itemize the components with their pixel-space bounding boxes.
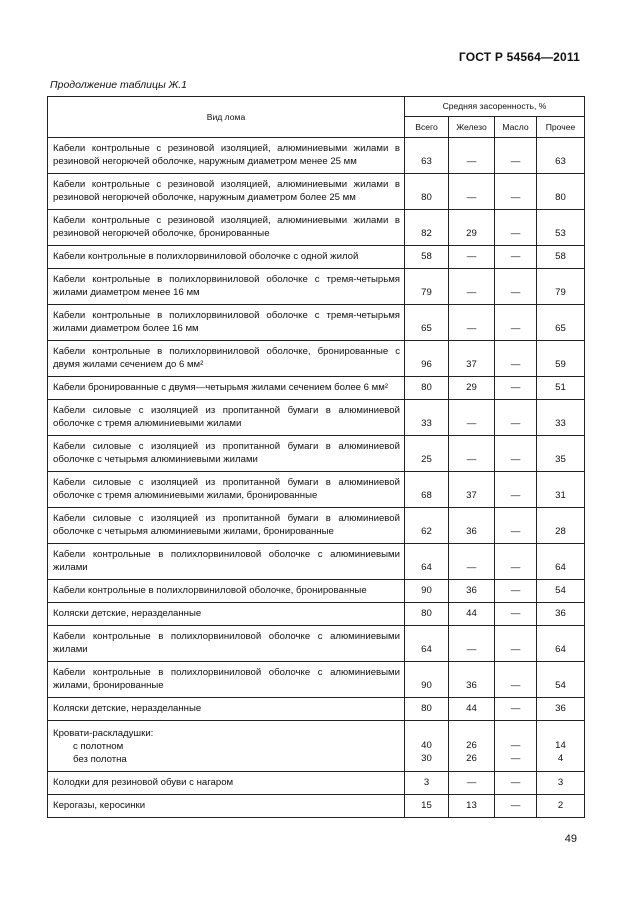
value-oil: — <box>495 377 537 400</box>
value-other: 51 <box>537 377 585 400</box>
table-row <box>48 508 585 544</box>
value-other: 2 <box>537 795 585 818</box>
scrap-type-cell: Кабели контрольные в полихлорвиниловой оболочке, бронированные <box>48 580 405 603</box>
table-row <box>48 698 585 721</box>
value-other: 14 <box>555 740 566 751</box>
value-other: 33 <box>537 400 585 436</box>
value-total: 30 <box>421 753 432 764</box>
scrap-type-cell: Колодки для резиновой обуви с нагаром <box>48 772 405 795</box>
value-total: 63 <box>405 138 449 174</box>
value-iron: — <box>449 246 495 269</box>
value-total: 82 <box>405 210 449 246</box>
value-iron: — <box>449 626 495 662</box>
table-row <box>48 341 585 377</box>
document-standard-header: ГОСТ Р 54564—2011 <box>458 50 580 64</box>
value-total: 80 <box>405 698 449 721</box>
value-total: 64 <box>405 626 449 662</box>
value-oil: — <box>495 305 537 341</box>
page-number: 49 <box>564 833 577 845</box>
value-other: 35 <box>537 436 585 472</box>
value-iron: — <box>449 772 495 795</box>
value-oil: — <box>495 341 537 377</box>
value-other: 54 <box>537 662 585 698</box>
value-total: 25 <box>405 436 449 472</box>
value-oil: — <box>495 795 537 818</box>
table-row <box>48 626 585 662</box>
table-row <box>48 246 585 269</box>
value-total: 65 <box>405 305 449 341</box>
table-row <box>48 662 585 698</box>
value-iron: — <box>449 305 495 341</box>
scrap-type-cell: Кабели силовые с изоляцией из пропитанной бумаги в алюминиевой оболочке с тремя алюминиевыми жилами <box>48 400 405 436</box>
value-other: 59 <box>537 341 585 377</box>
table-row <box>48 305 585 341</box>
table-row <box>48 174 585 210</box>
value-oil: — <box>495 436 537 472</box>
table-row <box>48 210 585 246</box>
value-other: 63 <box>537 138 585 174</box>
scrap-type-cell: Кабели контрольные с резиновой изоляцией, алюминиевыми жилами в резиновой негорючей оболочке, бронированные <box>48 210 405 246</box>
scrap-type-cell: Кабели контрольные в полихлорвиниловой оболочке с алюминиевыми жилами <box>48 626 405 662</box>
scrap-type-cell: Кабели контрольные в полихлорвиниловой оболочке с алюминиевыми жилами <box>48 544 405 580</box>
table-row <box>48 472 585 508</box>
value-other: 79 <box>537 269 585 305</box>
value-total: 80 <box>405 603 449 626</box>
value-total: 15 <box>405 795 449 818</box>
value-total: 3 <box>405 772 449 795</box>
scrap-type-group-label: Кровати-раскладушки: <box>53 728 154 739</box>
scrap-type-cell: Кабели контрольные в полихлорвиниловой оболочке с тремя-четырьмя жилами диаметром более 16 мм <box>48 305 405 341</box>
value-total: 80 <box>405 377 449 400</box>
value-iron: — <box>449 400 495 436</box>
table-row <box>48 436 585 472</box>
scrap-type-cell: Кабели контрольные в полихлорвиниловой оболочке, бронированные с двумя жилами сечением до 6 мм² <box>48 341 405 377</box>
value-iron: 37 <box>449 472 495 508</box>
table-row <box>48 138 585 174</box>
value-total: 62 <box>405 508 449 544</box>
value-iron: 26 <box>466 753 477 764</box>
value-oil: — <box>495 472 537 508</box>
value-oil: — <box>495 603 537 626</box>
value-other: 80 <box>537 174 585 210</box>
value-iron: 44 <box>449 698 495 721</box>
scrap-type-cell: Кабели силовые с изоляцией из пропитанной бумаги в алюминиевой оболочке с тремя алюминиевыми жилами, бронированные <box>48 472 405 508</box>
value-total: 58 <box>405 246 449 269</box>
column-header-oil: Масло <box>495 117 537 138</box>
value-other: 31 <box>537 472 585 508</box>
scrap-type-cell: Коляски детские, неразделанные <box>48 698 405 721</box>
value-oil: — <box>510 753 521 764</box>
value-other: 64 <box>537 626 585 662</box>
value-iron: 29 <box>449 377 495 400</box>
value-other: 28 <box>537 508 585 544</box>
value-other: 36 <box>537 603 585 626</box>
scrap-type-cell: Кабели силовые с изоляцией из пропитанной бумаги в алюминиевой оболочке с четырьмя алюминиевыми жилами, бронированные <box>48 508 405 544</box>
table-row <box>48 580 585 603</box>
value-other: 64 <box>537 544 585 580</box>
value-other: 58 <box>537 246 585 269</box>
value-other: 65 <box>537 305 585 341</box>
table-caption: Продолжение таблицы Ж.1 <box>50 79 187 91</box>
value-iron-cell <box>449 721 495 772</box>
value-total: 79 <box>405 269 449 305</box>
scrap-type-cell: Кабели силовые с изоляцией из пропитанной бумаги в алюминиевой оболочке с четырьмя алюминиевыми жилами <box>48 436 405 472</box>
value-total: 40 <box>421 740 432 751</box>
value-total: 90 <box>405 662 449 698</box>
column-group-header: Средняя засоренность, % <box>405 97 585 117</box>
value-other: 4 <box>557 753 564 764</box>
value-iron: 37 <box>449 341 495 377</box>
value-other: 54 <box>537 580 585 603</box>
value-total: 90 <box>405 580 449 603</box>
scrap-type-cell: Кабели контрольные в полихлорвиниловой оболочке с тремя-четырьмя жилами диаметром менее 16 мм <box>48 269 405 305</box>
value-oil-cell <box>495 721 537 772</box>
value-iron: 13 <box>449 795 495 818</box>
value-iron: — <box>449 436 495 472</box>
table-row <box>48 377 585 400</box>
value-oil: — <box>495 400 537 436</box>
table-row <box>48 400 585 436</box>
value-oil: — <box>495 210 537 246</box>
table-row <box>48 721 585 772</box>
value-total: 96 <box>405 341 449 377</box>
scrap-type-cell: Кабели контрольные в полихлорвиниловой оболочке с алюминиевыми жилами, бронированные <box>48 662 405 698</box>
table-row <box>48 269 585 305</box>
value-oil: — <box>510 740 521 751</box>
value-oil: — <box>495 698 537 721</box>
value-iron: 36 <box>449 662 495 698</box>
scrap-contamination-table <box>47 96 585 818</box>
value-oil: — <box>495 580 537 603</box>
table-row <box>48 772 585 795</box>
column-header-scrap-type: Вид лома <box>48 97 405 138</box>
scrap-subtype-label: с полотном <box>73 741 124 752</box>
value-oil: — <box>495 544 537 580</box>
column-header-iron: Железо <box>449 117 495 138</box>
column-header-other: Прочее <box>537 117 585 138</box>
value-other: 36 <box>537 698 585 721</box>
value-oil: — <box>495 662 537 698</box>
value-other: 53 <box>537 210 585 246</box>
scrap-type-cell <box>48 721 405 772</box>
value-total: 68 <box>405 472 449 508</box>
scrap-type-cell: Кабели контрольные с резиновой изоляцией, алюминиевыми жилами в резиновой негорючей оболочке, наружным диаметром более 25 мм <box>48 174 405 210</box>
value-iron: 29 <box>449 210 495 246</box>
table-row <box>48 544 585 580</box>
value-iron: 36 <box>449 508 495 544</box>
value-oil: — <box>495 174 537 210</box>
value-total-cell <box>405 721 449 772</box>
scrap-subtype-label: без полотна <box>73 754 127 765</box>
value-oil: — <box>495 269 537 305</box>
value-iron: — <box>449 138 495 174</box>
table-row <box>48 603 585 626</box>
value-total: 33 <box>405 400 449 436</box>
value-iron: 44 <box>449 603 495 626</box>
value-iron: 36 <box>449 580 495 603</box>
value-other-cell <box>537 721 585 772</box>
value-iron: 26 <box>466 740 477 751</box>
value-total: 80 <box>405 174 449 210</box>
scrap-type-cell: Коляски детские, неразделанные <box>48 603 405 626</box>
scrap-type-cell: Кабели контрольные с резиновой изоляцией, алюминиевыми жилами в резиновой негорючей оболочке, наружным диаметром менее 25 мм <box>48 138 405 174</box>
value-iron: — <box>449 269 495 305</box>
value-iron: — <box>449 544 495 580</box>
value-oil: — <box>495 246 537 269</box>
value-other: 3 <box>537 772 585 795</box>
scrap-type-cell: Керогазы, керосинки <box>48 795 405 818</box>
value-oil: — <box>495 508 537 544</box>
value-oil: — <box>495 772 537 795</box>
column-header-total: Всего <box>405 117 449 138</box>
value-total: 64 <box>405 544 449 580</box>
value-iron: — <box>449 174 495 210</box>
scrap-type-cell: Кабели контрольные в полихлорвиниловой оболочке с одной жилой <box>48 246 405 269</box>
value-oil: — <box>495 626 537 662</box>
table-row <box>48 795 585 818</box>
value-oil: — <box>495 138 537 174</box>
scrap-type-cell: Кабели бронированные с двумя—четырьмя жилами сечением более 6 мм² <box>48 377 405 400</box>
table-body <box>48 138 585 818</box>
